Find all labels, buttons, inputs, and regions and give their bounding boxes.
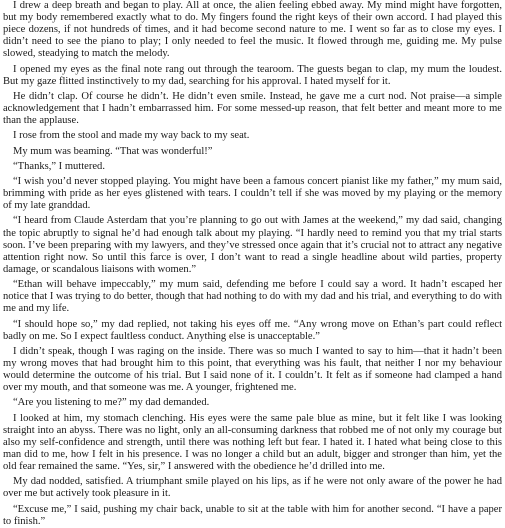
paragraph: “Thanks,” I muttered.	[13, 160, 105, 172]
paragraph: “Excuse me,” I said, pushing my chair back, unable to sit at the table with him for another second. “I have a paper to finish.”	[3, 503, 502, 527]
paragraph: My dad nodded, satisfied. A triumphant smile played on his lips, as if he were not only aware of the power he had over me but actively took pleasure in it.	[3, 476, 502, 500]
paragraph: I drew a deep breath and began to play. All at once, the alien feeling ebbed away. My mind might have forgotten, but my body remembered exactly what to do. My fingers found the right keys of their own accord. I had played this piece dozens, if not hundreds of times, and it had become second nature to me. I went so far as to close my eyes. I didn’t need to see the piano to play; I only needed to feel the music. It flowed through me, guiding me. My pulse slowed, steadying to match the melody.	[3, 0, 502, 60]
paragraph: I opened my eyes as the final note rang out through the tearoom. The guests began to clap, my mum the loudest. But my gaze flitted instinctively to my dad, searching for his approval. I hated myself for it.	[3, 63, 502, 87]
paragraph: I rose from the stool and made my way back to my seat.	[13, 130, 250, 142]
paragraph: I looked at him, my stomach clenching. His eyes were the same pale blue as mine, but it felt like I was looking straight into an abyss. There was no light, only an all-consuming darkness that robbed me of not only my courage but also my self-confidence and strength, until there was nothing left but fear. I hated it. I hated what being close to this man did to me, how I felt in his presence. I was no longer a child but an adult, bigger and stronger than him, yet the old fear remained the same. “Yes, sir,” I answered with the obedience he’d drilled into me.	[3, 412, 502, 472]
paragraph: “I heard from Claude Asterdam that you’re planning to go out with James at the weekend,” my dad said, changing the topic abruptly to signal he’d had enough talk about my playing. “I hardly need to remind you that my trial starts soon. I’ve been preparing with my lawyers, and they’ve stressed once again that it’s crucial not to attract any negative attention right now. So until this farce is over, I don’t want to read a single headline about wild parties, property damage, or scandalous liaisons with women.”	[3, 215, 502, 275]
paragraph: “Are you listening to me?” my dad demanded.	[13, 397, 210, 409]
paragraph: “Ethan will behave impeccably,” my mum said, defending me before I could say a word. It hadn’t escaped her notice that I was trying to do better, though that had nothing to do with my dad and his trial, and everything to do with me and my life.	[3, 279, 502, 315]
paragraph: He didn’t clap. Of course he didn’t. He didn’t even smile. Instead, he gave me a curt nod. Not praise—a simple acknowledgement that I hadn’t embarrassed him. For some messed-up reason, that felt better and meant more to me than the applause.	[3, 90, 502, 127]
paragraph: My mum was beaming. “That was wonderful!”	[13, 145, 213, 157]
paragraph: “I should hope so,” my dad replied, not taking his eyes off me. “Any wrong move on Ethan’s part could reflect badly on me. So I expect faultless conduct. Anything else is unacceptable.”	[3, 318, 502, 342]
paragraph: “I wish you’d never stopped playing. You might have been a famous concert pianist like my father,” my mum said, brimming with pride as her eyes glistened with tears. I couldn’t tell if she was moved by my playing or the memory of my late granddad.	[3, 176, 502, 212]
paragraph: I didn’t speak, though I was raging on the inside. There was so much I wanted to say to him—that it hadn’t been my wrong moves that had brought him to this point, that everything was his fault, that neither I nor my behaviour would determine the outcome of his trial. But I said none of it. I couldn’t. It felt as if someone had clamped a hand over my mouth, and that someone was me. A younger, frightened me.	[3, 345, 502, 394]
